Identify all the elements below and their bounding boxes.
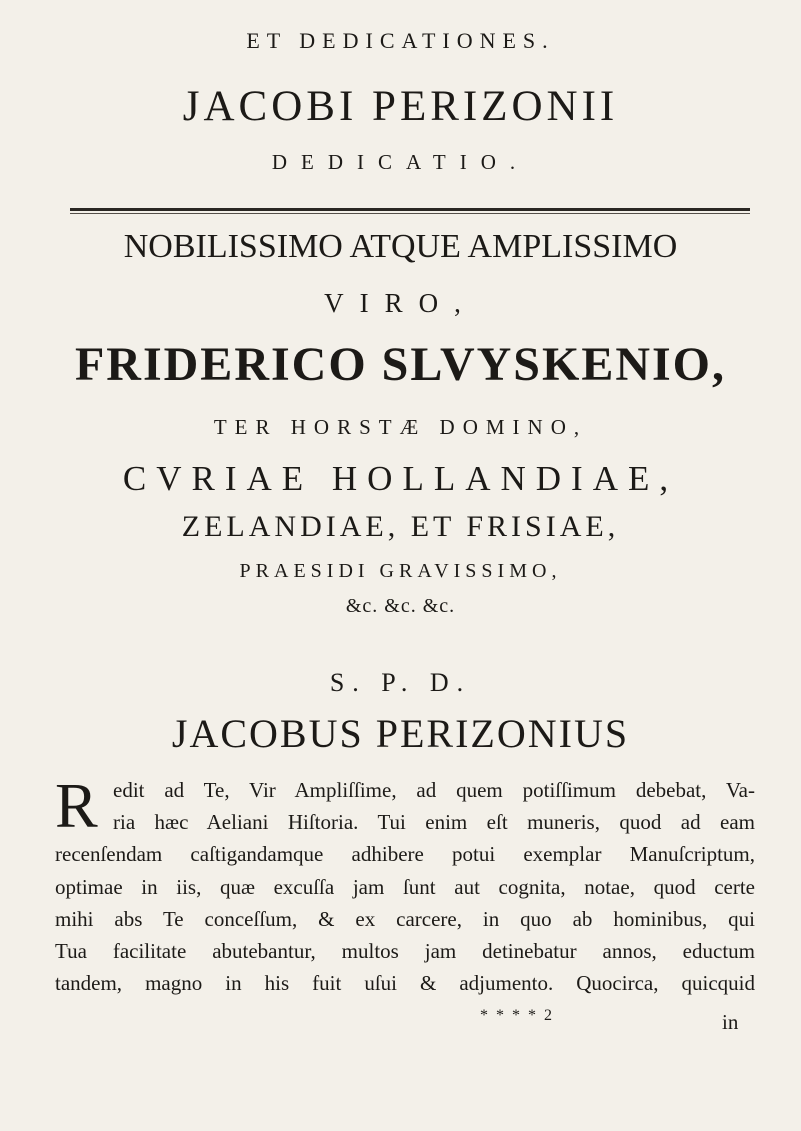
address-line-2: VIRO, [324,288,477,318]
double-rule-thin [70,213,750,214]
catchword: in [722,1010,739,1034]
running-head: ET DEDICATIONES. [246,28,555,53]
address-line-6: ZELANDIAE, ET FRISIAE, [181,510,620,543]
dedicatio-heading: DEDICATIO. [271,150,530,174]
address-line-5: CVRIAE HOLLANDIAE, [122,459,679,498]
signatory: JACOBUS PERIZONIUS [171,711,630,756]
body-line: tandem, magno in his fuit uſui & adjumento. Quocirca, quicquid [55,971,755,996]
body-line: Tua facilitate abutebantur, multos jam detinebatur annos, eductum [55,938,755,963]
body-line: mihi abs Te conceſſum, & ex carcere, in quo ab hominibus, qui [55,906,755,931]
body-line: recenſendam caſtigandamque adhibere potui exemplar Manuſcriptum, [55,842,755,867]
body-line: edit ad Te, Vir Ampliſſime, ad quem potiſſimum debebat, Va- [113,778,755,802]
address-line-4: TER HORSTÆ DOMINO, [213,415,588,439]
signature-mark: * * * * 2 [480,1007,554,1024]
address-line-7: PRAESIDI GRAVISSIMO, [239,560,562,582]
double-rule-thick [70,208,750,211]
drop-cap: R [55,770,98,841]
author-title: JACOBI PERIZONII [182,83,619,130]
body-text [55,770,755,999]
salutation: S. P. D. [329,668,472,697]
address-line-3: FRIDERICO SLVYSKENIO, [74,338,727,391]
body-line: optimae in iis, quæ excuſſa jam ſunt aut cognita, notae, quod certe [55,874,755,899]
body-line: ria hæc Aeliani Hiſtoria. Tui enim eſt muneris, quod ad eam [113,810,755,835]
address-line-1: NOBILISSIMO ATQUE AMPLISSIMO [123,228,678,265]
address-line-8: &c. &c. &c. [345,595,456,617]
